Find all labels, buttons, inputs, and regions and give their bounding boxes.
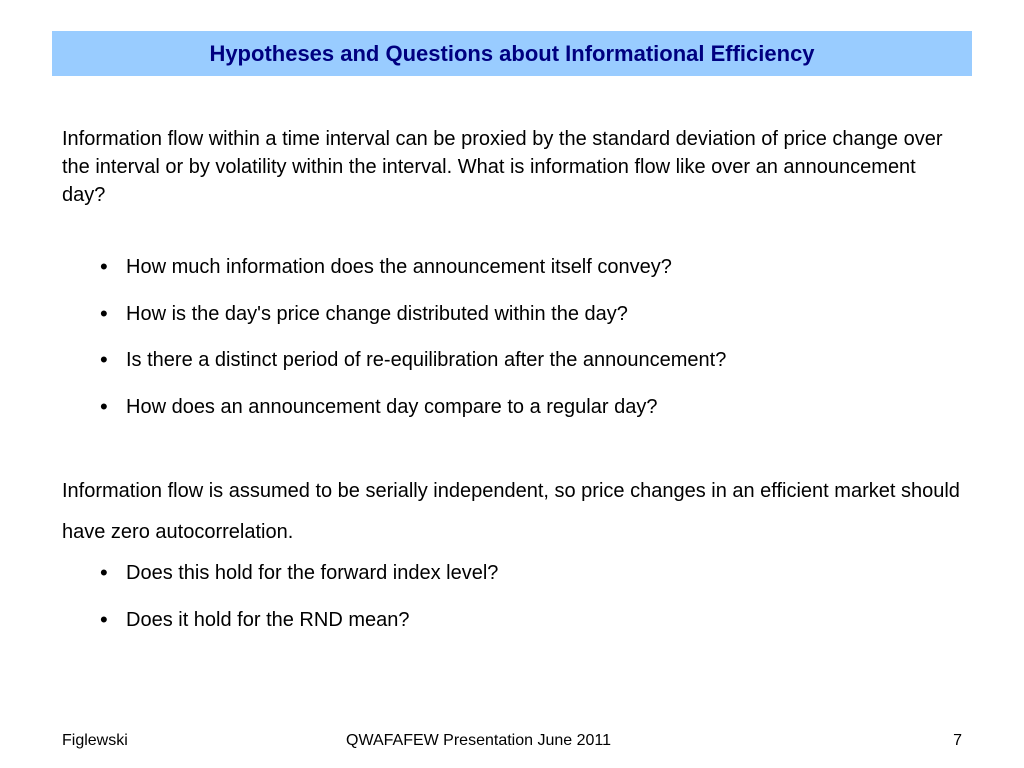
bullet-icon: • (100, 394, 108, 420)
bullet-text: How does an announcement day compare to a regular day? (126, 396, 658, 419)
bullet-text: Does this hold for the forward index level? (126, 562, 499, 584)
list-item (100, 559, 498, 606)
list-item (100, 253, 726, 300)
title-bar (52, 31, 972, 76)
footer-author: Figlewski (62, 732, 128, 749)
announcement-questions-list (100, 253, 726, 440)
slide-title: Hypotheses and Questions about Informational Efficiency (209, 40, 815, 66)
autocorrelation-questions-list (100, 559, 498, 652)
bullet-text: Does it hold for the RND mean? (126, 608, 410, 631)
bullet-icon: • (100, 560, 108, 585)
list-item (100, 393, 726, 440)
bullet-text: How is the day's price change distributed within the day? (126, 302, 628, 325)
bullet-text: Is there a distinct period of re-equilibration after the announcement? (126, 349, 727, 372)
intro-paragraph: Information flow within a time interval can be proxied by the standard deviation of price change over the interval or by volatility within the interval. What is information flow like over an announcement day? (62, 128, 943, 206)
list-item (100, 300, 726, 347)
independence-paragraph: Information flow is assumed to be serially independent, so price changes in an efficient market should have zero autocorrelation. (62, 480, 960, 543)
bullet-icon: • (100, 300, 108, 326)
bullet-icon: • (100, 606, 108, 632)
list-item (100, 346, 726, 393)
list-item (100, 606, 498, 653)
bullet-text: How much information does the announcement itself convey? (126, 256, 672, 278)
footer-event: QWAFAFEW Presentation June 2011 (346, 732, 612, 749)
bullet-icon: • (100, 347, 108, 373)
footer-page-number: 7 (953, 732, 962, 749)
bullet-icon: • (100, 254, 108, 279)
